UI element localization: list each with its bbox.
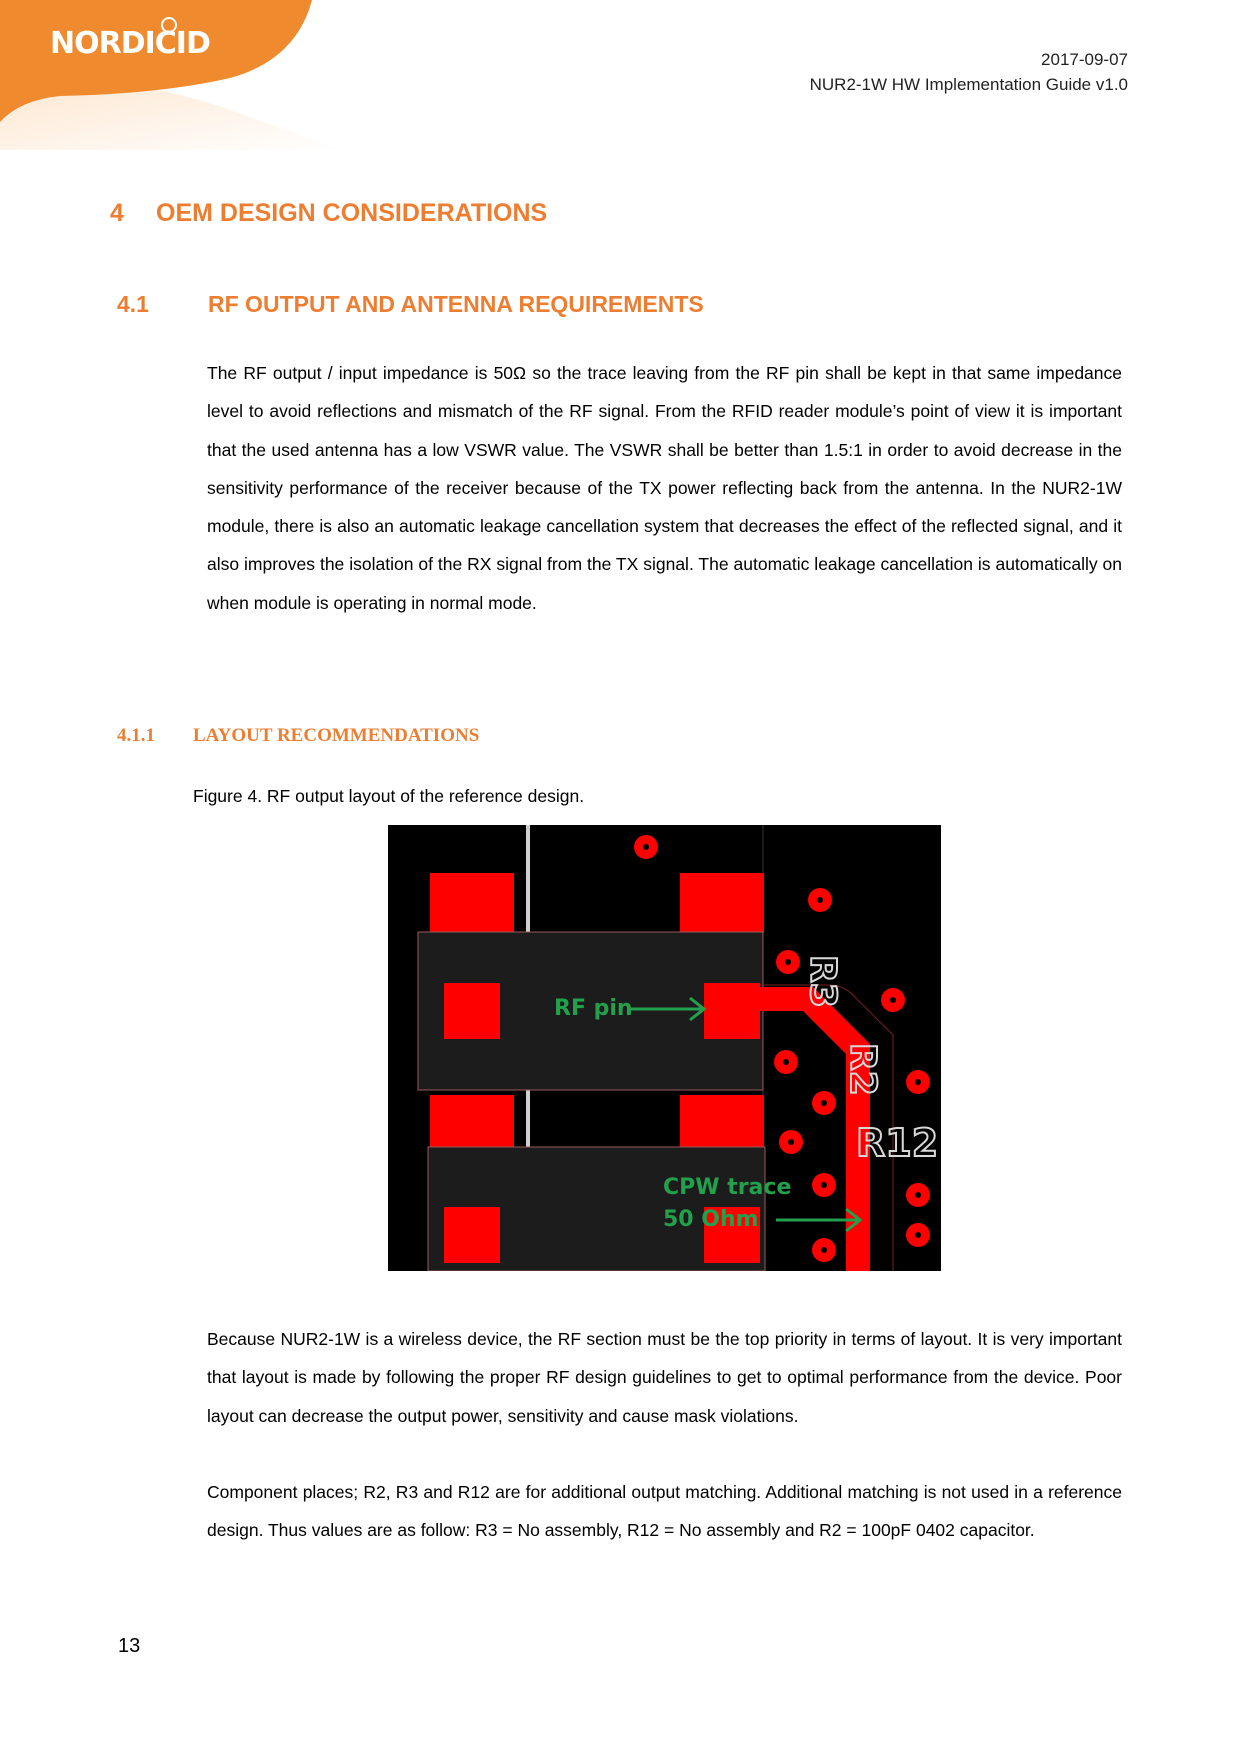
cpw-trace-label: CPW trace bbox=[663, 1175, 792, 1200]
pcb-layout-image bbox=[388, 825, 941, 1271]
subsubsection-title: LAYOUT RECOMMENDATIONS bbox=[193, 725, 480, 746]
cpw-impedance-label: 50 Ohm bbox=[663, 1207, 759, 1232]
component-paragraph: Component places; R2, R3 and R12 are for additional output matching. Additional matching is not used in a reference design. Thus values are as follow: R3 = No assembly, R12 = No assembly and R2 = 100pF 0402 capacitor. bbox=[207, 1482, 1122, 1541]
subsection-title: RF OUTPUT AND ANTENNA REQUIREMENTS bbox=[208, 291, 704, 317]
header-date: 2017-09-07 bbox=[1041, 50, 1128, 69]
page-number: 13 bbox=[118, 1635, 141, 1657]
section-heading bbox=[110, 199, 547, 228]
subsubsection-heading bbox=[117, 725, 479, 747]
header-logo-area bbox=[0, 0, 340, 150]
section-number: 4 bbox=[110, 199, 124, 227]
subsection-number: 4.1 bbox=[117, 291, 149, 317]
r12-label: R12 bbox=[856, 1121, 939, 1165]
r2-label: R2 bbox=[842, 1043, 883, 1096]
r3-label: R3 bbox=[802, 955, 843, 1008]
figure-caption: Figure 4. RF output layout of the reference design. bbox=[193, 786, 585, 806]
section-title: OEM DESIGN CONSIDERATIONS bbox=[156, 199, 548, 227]
subsection-heading bbox=[117, 291, 704, 318]
rf-pin-label: RF pin bbox=[554, 996, 633, 1021]
header-doc-title: NUR2-1W HW Implementation Guide v1.0 bbox=[809, 75, 1128, 94]
subsubsection-number: 4.1.1 bbox=[117, 725, 155, 746]
intro-paragraph: The RF output / input impedance is 50Ω so the trace leaving from the RF pin shall be kept in that same impedance level to avoid reflections and mismatch of the RF signal. From the RFID reader module’s point of view it is important that the used antenna has a low VSWR value. The VSWR shall be better than 1.5:1 in order to avoid decrease in the sensitivity performance of the receiver because of the TX power reflecting back from the antenna. In the NUR2-1W module, there is also an automatic leakage cancellation system that decreases the effect of the reflected signal, and it also improves the isolation of the RX signal from the TX signal. The automatic leakage cancellation is automatically on when module is operating in normal mode. bbox=[207, 363, 1122, 613]
pcb-layout-figure bbox=[388, 825, 941, 1271]
logo-text: NORDICID bbox=[50, 26, 210, 61]
layout-paragraph: Because NUR2-1W is a wireless device, the RF section must be the top priority in terms of layout. It is very important that layout is made by following the proper RF design guidelines to get to optimal performance from the device. Poor layout can decrease the output power, sensitivity and cause mask violations. bbox=[207, 1329, 1122, 1426]
logo-swoosh-icon bbox=[0, 0, 340, 150]
